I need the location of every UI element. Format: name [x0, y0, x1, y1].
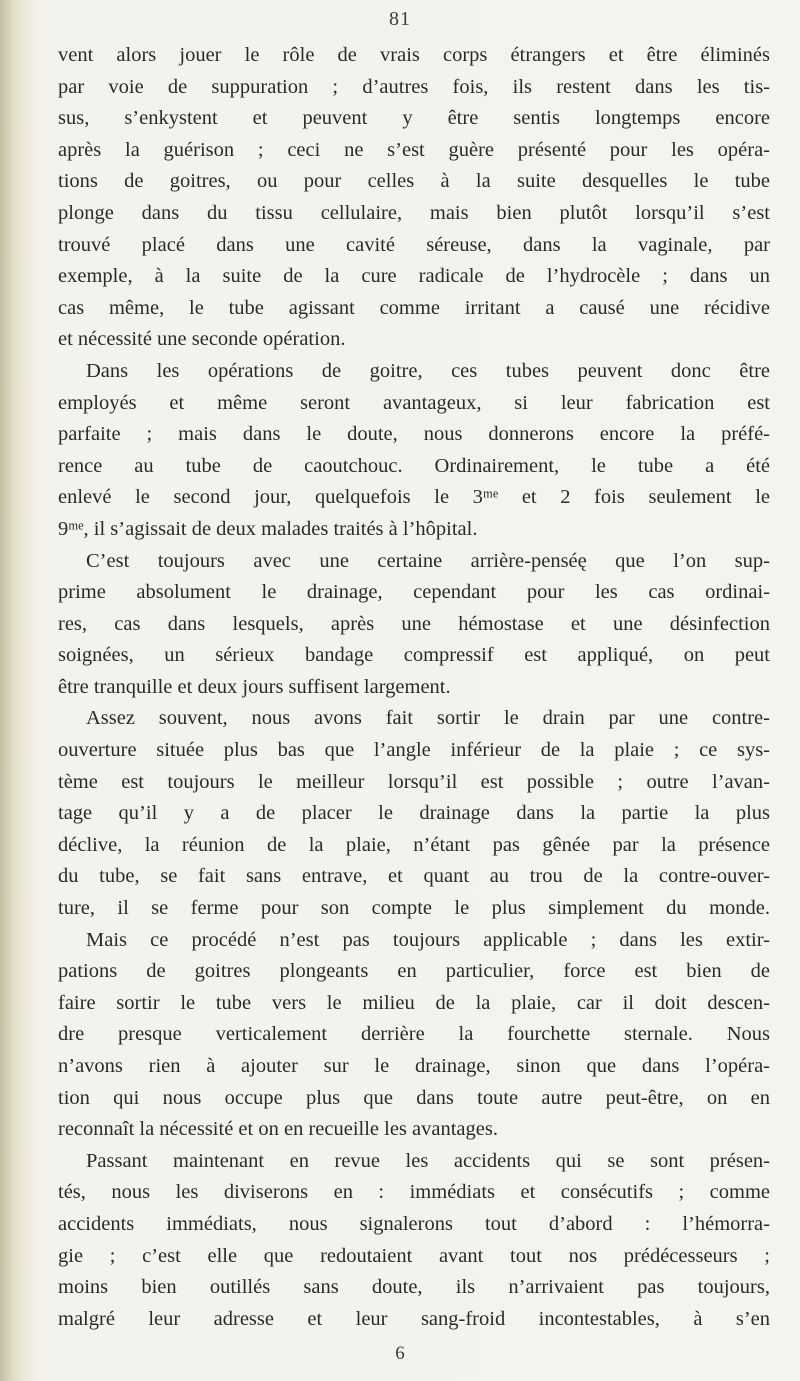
text-line: tème est toujours le meilleur lorsqu’il est possible ; outre l’avan- — [58, 770, 770, 793]
text-line: après la guérison ; ceci ne s’est guère présenté pour les opéra- — [58, 138, 770, 161]
text-line: Mais ce procédé n’est pas toujours applicable ; dans les extir- — [86, 928, 770, 951]
text-line: ture, il se ferme pour son compte le plus simplement du monde. — [58, 897, 770, 920]
text-line: prime absolument le drainage, cependant pour les cas ordinai- — [58, 581, 770, 604]
text-line: du tube, se fait sans entrave, et quant au trou de la contre-ouver- — [58, 865, 770, 888]
text-line: soignées, un sérieux bandage compressif est appliqué, on peut — [58, 644, 770, 667]
text-line: exemple, à la suite de la cure radicale de l’hydrocèle ; dans un — [58, 265, 770, 288]
text-line: tion qui nous occupe plus que dans toute autre peut-être, on en — [58, 1086, 770, 1109]
text-line: reconnaît la nécessité et on en recueille les avantages. — [58, 1118, 498, 1141]
text-line: faire sortir le tube vers le milieu de la plaie, car il doit descen- — [58, 991, 770, 1014]
text-line: Dans les opérations de goitre, ces tubes peuvent donc être — [86, 359, 770, 382]
text-line: Assez souvent, nous avons fait sortir le drain par une contre- — [86, 707, 770, 730]
text-line: rence au tube de caoutchouc. Ordinairement, le tube a été — [58, 454, 770, 477]
text-line: parfaite ; mais dans le doute, nous donnerons encore la préfé- — [58, 423, 770, 446]
text-line: pations de goitres plongeants en particulier, force est bien de — [58, 960, 770, 983]
text-line: tions de goitres, ou pour celles à la suite desquelles le tube — [58, 170, 770, 193]
text-line: C’est toujours avec une certaine arrière-penséę que l’on sup- — [86, 549, 770, 572]
text-line: plonge dans du tissu cellulaire, mais bien plutôt lorsqu’il s’est — [58, 201, 770, 224]
text-line: enlevé le second jour, quelquefois le 3ᵐᵉ et 2 fois seulement le — [58, 486, 770, 509]
signature-mark: 6 — [395, 1343, 405, 1364]
text-line: Passant maintenant en revue les accidents qui se sont présen- — [86, 1149, 770, 1172]
text-line: vent alors jouer le rôle de vrais corps étrangers et être éliminés — [58, 44, 770, 66]
text-line: déclive, la réunion de la plaie, n’étant pas gênée par la présence — [58, 833, 770, 856]
text-line: gie ; c’est elle que redoutaient avant tout nos prédécesseurs ; — [58, 1244, 770, 1267]
text-line: ouverture située plus bas que l’angle inférieur de la plaie ; ce sys- — [58, 739, 770, 762]
text-line: moins bien outillés sans doute, ils n’arrivaient pas toujours, — [58, 1276, 770, 1299]
page-number: 81 — [389, 8, 411, 30]
text-line: 9ᵐᵉ, il s’agissait de deux malades traités à l’hôpital. — [58, 517, 478, 540]
text-line: tés, nous les diviserons en : immédiats et consécutifs ; comme — [58, 1181, 770, 1204]
text-line: tage qu’il y a de placer le drainage dans la partie la plus — [58, 802, 770, 825]
binding-shadow — [0, 0, 34, 1381]
text-line: être tranquille et deux jours suffisent largement. — [58, 675, 451, 698]
text-line: employés et même seront avantageux, si leur fabrication est — [58, 391, 770, 414]
text-line: dre presque verticalement derrière la fourchette sternale. Nous — [58, 1023, 770, 1046]
text-line: res, cas dans lesquels, après une hémostase et une désinfection — [58, 612, 770, 635]
text-line: malgré leur adresse et leur sang-froid incontestables, à s’en — [58, 1307, 770, 1330]
body-text — [58, 40, 770, 1335]
text-line: cas même, le tube agissant comme irritant a causé une récidive — [58, 296, 770, 319]
text-line: par voie de suppuration ; d’autres fois, ils restent dans les tis- — [58, 75, 770, 98]
text-line: et nécessité une seconde opération. — [58, 328, 346, 351]
text-line: sus, s’enkystent et peuvent y être sentis longtemps encore — [58, 107, 770, 130]
text-line: n’avons rien à ajouter sur le drainage, sinon que dans l’opéra- — [58, 1055, 770, 1077]
text-line: trouvé placé dans une cavité séreuse, dans la vaginale, par — [58, 233, 770, 256]
text-line: accidents immédiats, nous signalerons tout d’abord : l’hémorra- — [58, 1212, 770, 1235]
